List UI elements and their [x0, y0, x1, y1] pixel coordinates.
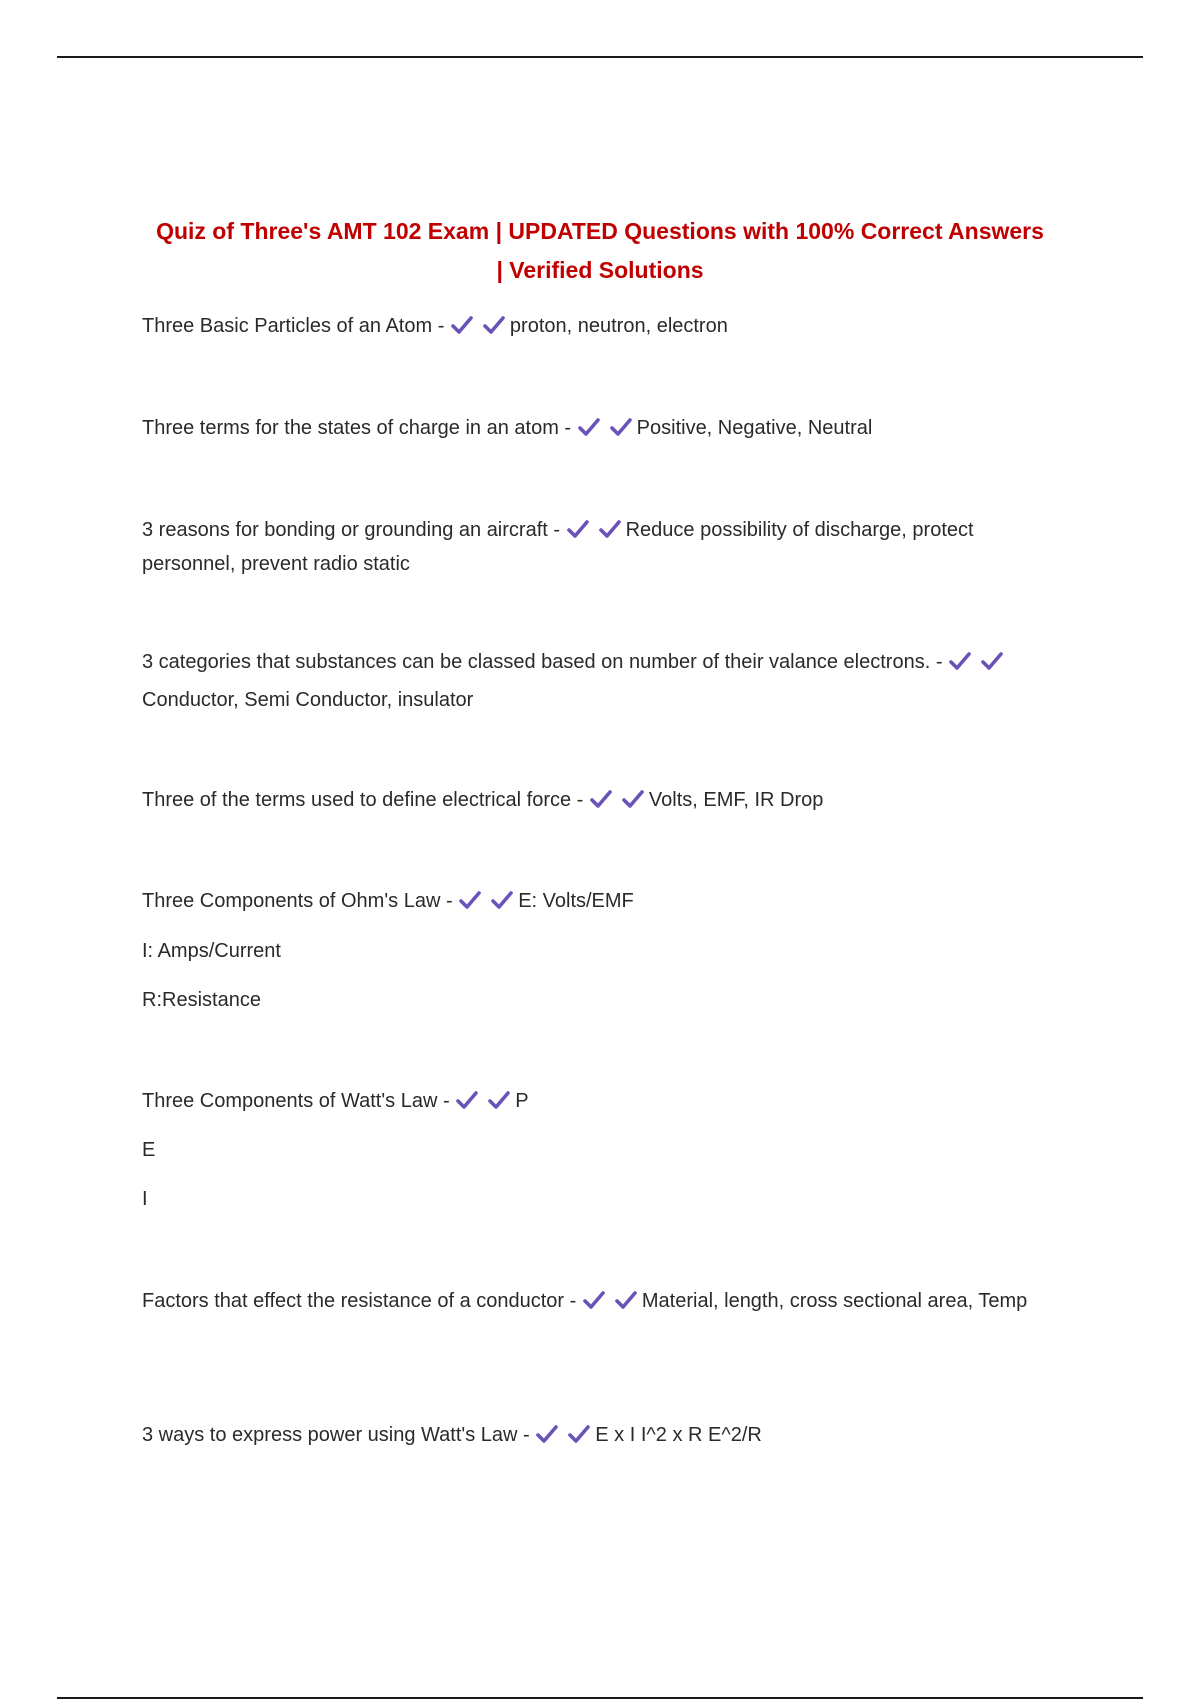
- question-text: 3 reasons for bonding or grounding an aircraft: [142, 519, 548, 541]
- separator: -: [437, 1090, 456, 1112]
- check-icon: [614, 1290, 640, 1310]
- answer-text: Reduce possibility of discharge, protect personnel, prevent radio static: [142, 519, 974, 575]
- question-text: Three Basic Particles of an Atom: [142, 315, 433, 337]
- answer-text: P: [515, 1090, 529, 1112]
- qa-entry: [142, 1418, 1042, 1452]
- separator: -: [930, 651, 949, 673]
- answer-line: E: [142, 1139, 156, 1161]
- qa-entry: [142, 1084, 1042, 1118]
- answer-text: proton, neutron, electron: [509, 315, 728, 337]
- check-icon: [487, 1090, 513, 1110]
- question-text: Three Components of Ohm's Law: [142, 890, 441, 912]
- answer-text: E x I I^2 x R E^2/R: [595, 1424, 762, 1446]
- qa-entry: [142, 1284, 1042, 1318]
- answer-line: I: Amps/Current: [142, 940, 281, 962]
- separator: -: [571, 789, 589, 811]
- check-icon: [482, 315, 508, 335]
- check-icon: [535, 1424, 561, 1444]
- question-text: Three of the terms used to define electrical force: [142, 789, 572, 811]
- question-text: 3 ways to express power using Watt's Law: [142, 1424, 518, 1446]
- qa-entry: [142, 411, 1042, 445]
- check-icon: [455, 1090, 481, 1110]
- qa-entry: [142, 309, 1042, 343]
- check-icon: [589, 789, 615, 809]
- separator: -: [432, 315, 450, 337]
- check-icon: [948, 651, 974, 671]
- answer-text: Material, length, cross sectional area, Temp: [641, 1290, 1028, 1312]
- question-text: 3 categories that substances can be classed based on number of their valance electrons.: [142, 651, 931, 673]
- check-icon: [598, 519, 624, 539]
- answer-text: Positive, Negative, Neutral: [636, 417, 873, 439]
- qa-entry: [142, 884, 1042, 918]
- answer-text: Conductor, Semi Conductor, insulator: [142, 689, 474, 711]
- qa-entry: [142, 643, 1042, 719]
- answer-text: Volts, EMF, IR Drop: [648, 789, 824, 811]
- check-icon: [458, 890, 484, 910]
- question-text: Factors that effect the resistance of a conductor: [142, 1290, 565, 1312]
- question-text: Three Components of Watt's Law: [142, 1090, 438, 1112]
- check-icon: [490, 890, 516, 910]
- check-icon: [582, 1290, 608, 1310]
- separator: -: [517, 1424, 536, 1446]
- separator: -: [558, 417, 577, 439]
- document-title: Quiz of Three's AMT 102 Exam | UPDATED Questions with 100% Correct Answers | Verified Solutions: [156, 218, 1044, 283]
- footer-rule: [57, 1697, 1143, 1699]
- check-icon: [567, 1424, 593, 1444]
- check-icon: [577, 417, 603, 437]
- check-icon: [980, 651, 1006, 671]
- qa-entry: [142, 513, 1042, 581]
- qa-entry: [142, 783, 1042, 817]
- separator: -: [564, 1290, 582, 1312]
- separator: -: [440, 890, 459, 912]
- header-rule: [57, 56, 1143, 58]
- question-text: Three terms for the states of charge in an atom: [142, 417, 559, 439]
- separator: -: [547, 519, 566, 541]
- check-icon: [621, 789, 647, 809]
- check-icon: [609, 417, 635, 437]
- answer-line: R:Resistance: [142, 989, 261, 1011]
- check-icon: [450, 315, 476, 335]
- answer-text: E: Volts/EMF: [518, 890, 634, 912]
- check-icon: [566, 519, 592, 539]
- answer-line: I: [142, 1188, 148, 1210]
